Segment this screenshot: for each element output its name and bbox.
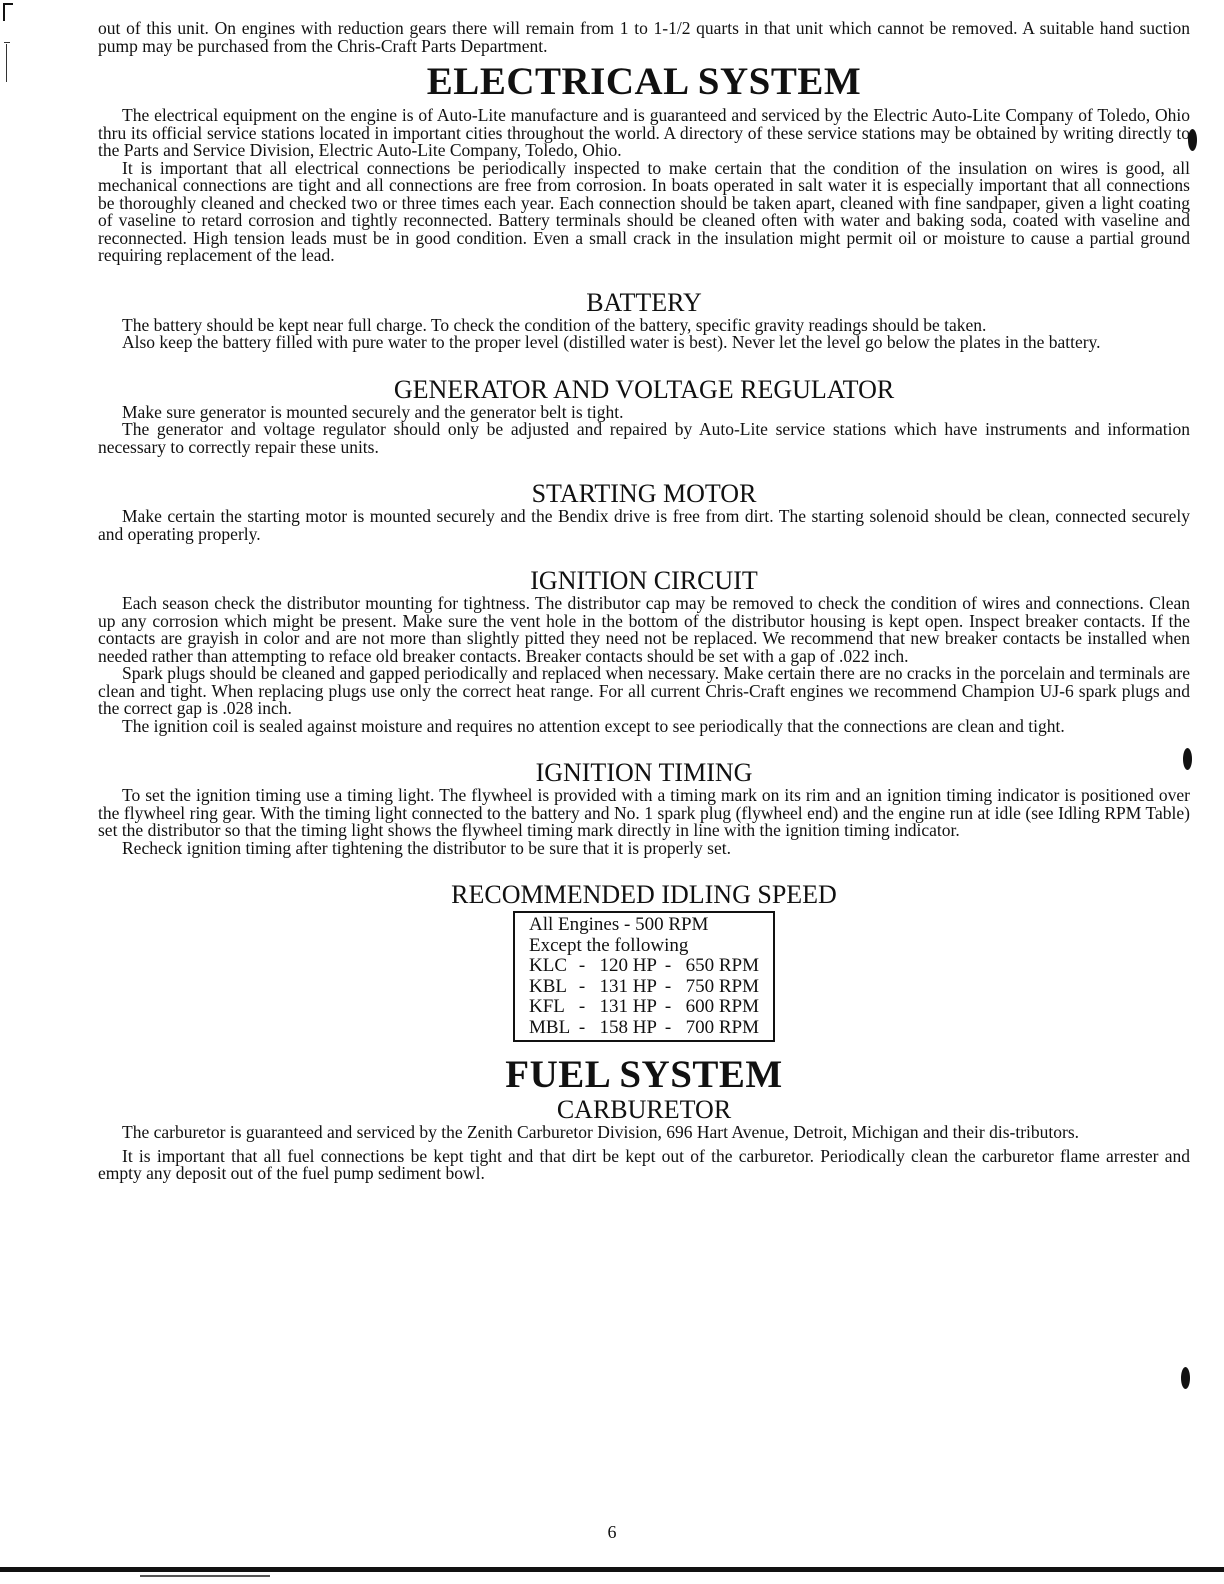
ignition-circuit-paragraph: Spark plugs should be cleaned and gapped periodically and replaced when necessary. Make certain there are no cracks in the porcelain and terminals are clean and tight. When replacing plugs use only the correct heat range. For all current Chris-Craft engines we recommend Champion UJ-6 spark plugs and the correct gap is .028 inch. [98, 663, 1190, 718]
engine-rpm: 650 RPM [685, 955, 759, 976]
separator: - [664, 975, 672, 997]
ignition-timing-paragraph: Recheck ignition timing after tightening the distributor to be sure that it is properly set. [122, 837, 731, 858]
battery-heading: BATTERY [586, 287, 702, 317]
table-row [529, 1018, 759, 1039]
table-row [529, 997, 759, 1018]
ignition-timing-heading: IGNITION TIMING [535, 758, 753, 787]
table-row [529, 977, 759, 998]
carburetor-paragraph: The carburetor is guaranteed and serviced by the Zenith Carburetor Division, 696 Hart Avenue, Detroit, Michigan and their dis-tributors. [122, 1122, 1080, 1142]
engine-hp: 120 HP [599, 955, 657, 976]
starting-motor-paragraph: Make certain the starting motor is mounted securely and the Bendix drive is free from dirt. The starting solenoid should be clean, connected securely and operating properly. [98, 506, 1190, 544]
idling-speed-table [513, 911, 775, 1042]
separator: - [664, 1016, 672, 1038]
carburetor-paragraph: It is important that all fuel connections be kept tight and that dirt be kept out of the carburetor. Periodically clean the carburetor flame arrester and empty any deposit out of the fuel pump sediment bowl. [98, 1145, 1190, 1183]
battery-paragraph: The battery should be kept near full charge. To check the condition of the battery, specific gravity readings should be taken. [122, 314, 987, 335]
engine-hp: 131 HP [599, 996, 657, 1017]
electrical-paragraph: The electrical equipment on the engine is of Auto-Lite manufacture and is guaranteed and serviced by the Electric Auto-Lite Company of Toledo, Ohio thru its official service stations located in important cities throughout the world. A directory of these service stations may be obtained by writing directly to the Parts and Service Division, Electric Auto-Lite Company, Toledo, Ohio. [98, 105, 1190, 160]
fuel-system-heading: FUEL SYSTEM [505, 1053, 783, 1096]
electrical-system-heading: ELECTRICAL SYSTEM [426, 60, 862, 103]
separator: - [578, 975, 586, 997]
separator: - [578, 996, 586, 1017]
engine-model: KBL [529, 975, 567, 997]
page-content [98, 20, 1190, 1183]
idling-exception-line: Except the following [529, 934, 689, 956]
separator: - [578, 955, 586, 976]
generator-paragraph: Make sure generator is mounted securely and the generator belt is tight. [122, 401, 624, 422]
bottom-rule-fragment [140, 1575, 270, 1577]
ignition-circuit-heading: IGNITION CIRCUIT [530, 566, 758, 595]
table-row [529, 956, 759, 977]
engine-rpm: 600 RPM [685, 996, 759, 1017]
punch-hole-icon [1181, 1367, 1190, 1389]
margin-rule-mark [6, 44, 7, 82]
engine-model: KFL [529, 996, 565, 1017]
margin-tick-mark [4, 42, 10, 43]
idling-default-line: All Engines - 500 RPM [529, 914, 709, 935]
page-number: 6 [607, 1522, 617, 1542]
idling-speed-table-wrap [98, 911, 1190, 1042]
starting-motor-heading: STARTING MOTOR [531, 479, 757, 508]
engine-model: MBL [529, 1016, 571, 1038]
ignition-circuit-paragraph: The ignition coil is sealed against moisture and requires no attention except to see periodically that the connections are clean and tight. [122, 715, 1065, 736]
engine-hp: 158 HP [599, 1016, 657, 1038]
separator: - [578, 1016, 586, 1038]
separator: - [664, 996, 672, 1017]
electrical-paragraph: It is important that all electrical connections be periodically inspected to make certain that the condition of the insulation on wires is good, all mechanical connections are tight and all connections are free from corrosion. In boats operated in salt water it is especially important that all connections be thoroughly cleaned and checked two or three times each year. Each connection should be taken apart, cleaned with fine sandpaper, given a light coating of vaseline to retard corrosion and tightly reconnected. Battery terminals should be cleaned often with water and baking soda, coated with vaseline and reconnected. High tension leads must be in good condition. Even a small crack in the insulation might permit oil or moisture to cause a partial ground requiring replacement of the lead. [98, 157, 1190, 265]
generator-paragraph: The generator and voltage regulator should only be adjusted and repaired by Auto-Lite service stations which have instruments and information necessary to correctly repair these units. [98, 419, 1190, 457]
idling-speed-heading: RECOMMENDED IDLING SPEED [451, 880, 837, 909]
battery-paragraph: Also keep the battery filled with pure water to the proper level (distilled water is best). Never let the level go below the plates in the battery. [122, 332, 1101, 352]
carburetor-heading: CARBURETOR [556, 1095, 732, 1124]
engine-rpm: 700 RPM [685, 1016, 759, 1038]
engine-hp: 131 HP [599, 975, 657, 997]
separator: - [664, 955, 672, 976]
ignition-circuit-paragraph: Each season check the distributor mounting for tightness. The distributor cap may be removed to check the condition of wires and connections. Clean up any corrosion which might be present. Make sure the vent hole in the bottom of the distributor housing is kept open. Inspect breaker contacts. If the contacts are grayish in color and are not more than slightly pitted they need not be replaced. We recommend that new breaker contacts be installed when needed rather than attempting to reface old breaker contacts. Breaker contacts should be set with a gap of .022 inch. [98, 593, 1190, 666]
bottom-rule [0, 1567, 1224, 1572]
generator-heading: GENERATOR AND VOLTAGE REGULATOR [393, 374, 895, 404]
intro-paragraph: out of this unit. On engines with reduction gears there will remain from 1 to 1-1/2 quarts in that unit which cannot be removed. A suitable hand suction pump may be purchased from the Chris-Craft Parts Department. [98, 18, 1190, 56]
ignition-timing-paragraph: To set the ignition timing use a timing light. The flywheel is provided with a timing mark on its rim and an ignition timing indicator is positioned over the flywheel ring gear. With the timing light connected to the battery and No. 1 spark plug (flywheel end) and the engine run at idle (see Idling RPM Table) set the distributor so that the timing light shows the flywheel timing mark directly in line with the ignition timing indicator. [98, 785, 1190, 840]
engine-rpm: 750 RPM [685, 975, 759, 997]
corner-crop-mark [3, 3, 13, 21]
engine-model: KLC [529, 955, 567, 976]
